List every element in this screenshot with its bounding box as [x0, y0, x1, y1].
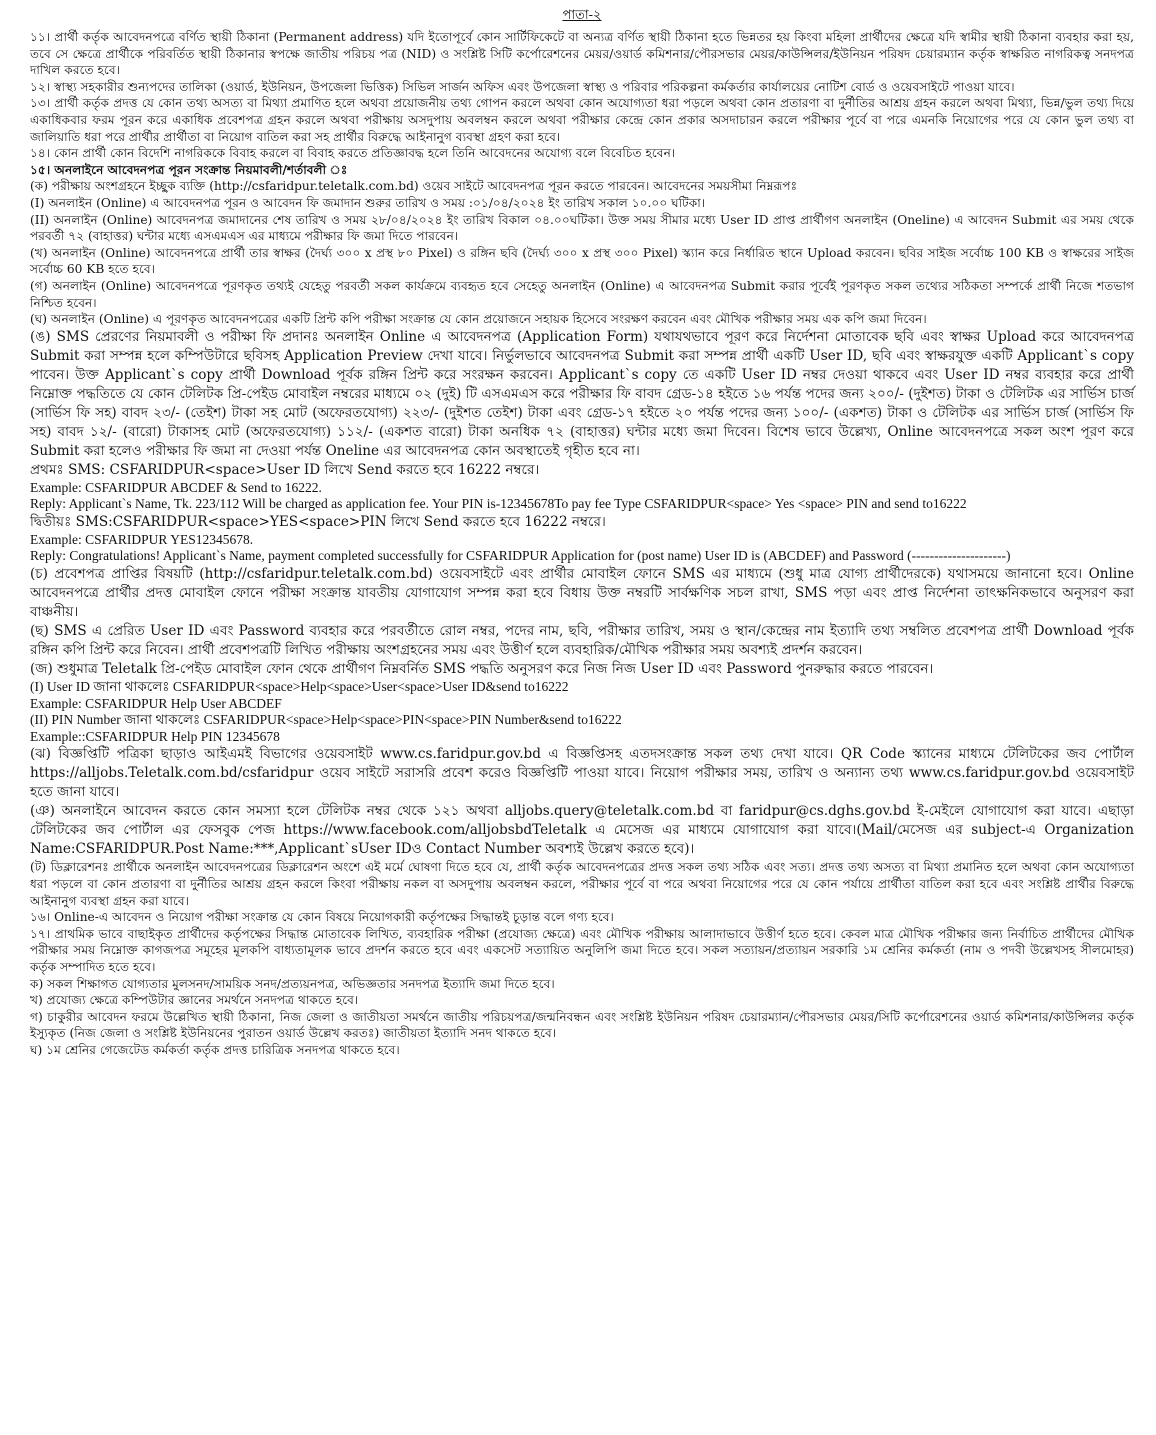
paragraph-line: Example: CSFARIDPUR Help User ABCDEF: [30, 695, 282, 711]
paragraph-line: (ছ) SMS এ প্রেরিত User ID এবং Password ব্যবহার করে পরবর্তীতে রোল নম্বর, পদের নাম, ছবি, পরীক্ষার তারিখ, সময় ও স্থান/কেন্দ্রের নাম ইত্যাদি তথ্য সম্বলিত প্রবেশপত্র প্রার্থী Download পূর্বক রঙ্গিন কপি প্রিন্ট করে নিবেন। প্রার্থী প্রবেশপত্রটি লিখিত পরীক্ষায় অংশগ্রহনের সময় এবং উত্তীর্ণ হলে ব্যবহারিক/মৌখিক পরীক্ষার সময় অবশ্যই প্রদর্শন করবেন।: [30, 623, 1134, 659]
document-body: [30, 29, 1134, 1059]
paragraph-line: ১৭। প্রাথমিক ভাবে বাছাইকৃত প্রার্থীদের কর্তৃপক্ষের সিদ্ধান্ত মোতাবেক লিখিত, ব্যবহারিক পরীক্ষা (প্রযোজ্য ক্ষেত্রে) এবং মৌখিক পরীক্ষায় আলাদাভাবে উত্তীর্ণ হতে হবে। কেবল মাত্র মৌখিক পরীক্ষার জন্য নির্বাচিত প্রার্থীদের মৌখিক পরীক্ষার সময় নিম্নোক্ত কাগজপত্র সমূহের মূলকপি বাধ্যতামূলক ভাবে প্রদর্শন করতে হবে এবং একসেট সত্যায়িত অনুলিপি জমা দিতে হবে। সকল সত্যায়ন/প্রত্যায়ন সরকারি ১ম শ্রেনির কর্মকর্তা (নাম ও পদবী উল্লেখসহ সীলমোহর) কর্তৃক সম্পাদিত হতে হবে।: [30, 926, 1134, 974]
paragraph-line: Reply: Congratulations! Applicant`s Name, payment completed successfully for CSFARIDPUR Application for (post name) User ID is (ABCDEF) and Password (---------------------): [30, 548, 1011, 564]
paragraph-line: ১৩। প্রার্থী কর্তৃক প্রদত্ত যে কোন তথ্য অসত্য বা মিথ্যা প্রমাণিত হলে অথবা প্রয়োজনীয় তথ্য গোপন করলে অথবা কোন অযোগ্যতা ধরা পড়লে অথবা কোন প্রতারণা বা দুর্নীতির আশ্রয় গ্রহন করলে অথবা মিথ্যা, ভিন্ন/ভুল তথ্য দিয়ে একাধিকবার ফরম পূরন করে একাধিক প্রবেশপত্র গ্রহন করলে অথবা পরীক্ষায় অসদুপায় অবলম্বন করলে অথবা পরীক্ষার কেন্দ্রে কোন প্রকার অসদাচারন করলে পরীক্ষার পূর্বে বা পরে এমনকি নিয়োগের পরে যে কোন ভুল তথ্য বা জালিয়াতি ধরা পরে প্রার্থীর প্রার্থীতা বা নিয়োগ বাতিল করা সহ প্রার্থীর বিরুদ্ধে আইনানুগ ব্যবস্থা গ্রহণ করা হবে।: [30, 96, 1134, 144]
paragraph-line: Example::CSFARIDPUR Help PIN 12345678: [30, 728, 280, 744]
page-number: পাতা-২: [562, 8, 602, 23]
paragraph-line: (I) অনলাইন (Online) এ আবেদনপত্র পূরন ও আবেদন ফি জমাদান শুরুর তারিখ ও সময় :০১/০৪/২০২৪ ইং তারিখ সকাল ১০.০০ ঘটিকা।: [30, 195, 706, 210]
paragraph-line: দ্বিতীয়ঃ SMS:CSFARIDPUR<space>YES<space>PIN লিখে Send করতে হবে 16222 নম্বরে।: [30, 513, 606, 530]
paragraph-line: (ঞ) অনলাইনে আবেদন করতে কোন সমস্যা হলে টেলিটক নম্বর থেকে ১২১ অথবা alljobs.query@teletalk.com.bd বা faridpur@cs.dghs.gov.bd ই-মেইলে যোগাযোগ করা যাবে। এছাড়া টেলিটকের জব পোর্টাল এর ফেসবুক পেজ https://www.facebook.com/alljobsbdTeletalk এ মেসেজ এর মাধ্যমে যোগাযোগ করা যাবে।(Mail/মেসেজ এর subject-এ Organization Name:CSFARIDPUR.Post Name:***,Applicant`sUser IDও Contact Number অবশ্যই উল্লেখ করতে হবে)।: [30, 803, 1134, 858]
paragraph-line: (I) User ID জানা থাকলেঃ CSFARIDPUR<space>Help<space>User<space>User ID&send to16222: [30, 679, 569, 695]
paragraph-line: (ক) পরীক্ষায় অংশগ্রহনে ইচ্ছুক ব্যক্তি (http://csfaridpur.teletalk.com.bd) ওয়েব সাইটে আবেদনপত্র পূরন করতে পারবেন। আবেদনের সময়সীমা নিম্নরূপঃ: [30, 179, 798, 194]
paragraph-line: ঘ) ১ম শ্রেনির গেজেটেড কর্মকর্তা কর্তৃক প্রদত্ত চারিত্রিক সনদপত্র থাকতে হবে।: [30, 1042, 400, 1057]
paragraph-line: Example: CSFARIDPUR ABCDEF & Send to 16222.: [30, 479, 322, 495]
paragraph-line: গ) চাকুরীর আবেদন ফরমে উল্লেখিত স্থায়ী ঠিকানা, নিজ জেলা ও জাতীয়তা সমর্থনে জাতীয় পরিচয়পত্র/জন্মনিবন্ধন এবং সংশ্লিষ্ট ইউনিয়ন পরিষদ চেয়ারম্যান/পৌরসভার মেয়র/সিটি কর্পোরেশনের ওয়ার্ড কমিশনার/কাউন্সিলর কর্তৃক ইস্যুকৃত (নিজ জেলা ও সংশ্লিষ্ট ইউনিয়নের পুরাতন ওয়ার্ড উল্লেখ করতঃ) জাতীয়তা ইত্যাদি সনদ থাকতে হবে।: [30, 1009, 1134, 1041]
paragraph-line: (জ) শুধুমাত্র Teletalk প্রি-পেইড মোবাইল ফোন থেকে প্রার্থীগণ নিম্নবর্নিত SMS পদ্ধতি অনুসরণ করে নিজ নিজ User ID এবং Password পুনরুদ্ধার করতে পারবেন।: [30, 661, 934, 678]
paragraph-line: ১৬। Online-এ আবেদন ও নিয়োগ পরীক্ষা সংক্রান্ত যে কোন বিষয়ে নিয়োগকারী কর্তৃপক্ষের সিদ্ধান্তই চূড়ান্ত বলে গণ্য হবে।: [30, 910, 614, 925]
paragraph-line: Example: CSFARIDPUR YES12345678.: [30, 531, 254, 547]
paragraph-line: ১১। প্রার্থী কর্তৃক আবেদনপত্রে বর্ণিত স্থায়ী ঠিকানা (Permanent address) যদি ইতোপূর্বে কোন সার্টিফিকেটে বা অন্যত্র বর্ণিত স্থায়ী ঠিকানা হতে ভিন্নতর হয় কিংবা মহিলা প্রার্থীদের ক্ষেত্রে যদি স্বামীর স্থায়ী ঠিকানা ব্যবহার করা হয়, তবে সে ক্ষেত্রে প্রার্থীকে পরিবর্তিত স্থায়ী ঠিকানার স্বপক্ষে জাতীয় পরিচয় পত্র (NID) ও সংশ্লিষ্ট সিটি কর্পোরেশনের মেয়র/ওয়ার্ড কমিশনার/পৌরসভার মেয়র/কাউন্সিলর/ইউনিয়ন পরিষদ চেয়ারম্যান কর্তৃক স্বাক্ষরিত নাগরিকত্ব সনদপত্র দাখিল করতে হবে।: [30, 30, 1134, 78]
paragraph-line: (ট) ডিক্লারেশনঃ প্রার্থীকে অনলাইন আবেদনপত্রের ডিক্লারেশন অংশে এই মর্মে ঘোষণা দিতে হবে যে, প্রার্থী কর্তৃক আবেদনপত্রের প্রদত্ত সকল তথ্য সঠিক এবং সত্য। প্রদত্ত তথ্য অসত্য বা মিথ্যা প্রমানিত হলে অথবা কোন অযোগ্যতা ধরা পড়লে বা কোন প্রতারণা বা দুর্নীতির আশ্রয় গ্রহন করলে কিংবা পরীক্ষায় নকল বা অসদুপায় অবলম্বন করলে, পরীক্ষার পূর্বে বা পরে অথবা নিয়োগের পরে যে কোন পর্যায়ে প্রার্থীতা বাতিল করা হবে এবং সংশ্লিষ্ট প্রার্থীর বিরুদ্ধে আইনানুগ ব্যবস্থা গ্রহন করা যাবে।: [30, 860, 1134, 908]
paragraph-line: প্রথমঃ SMS: CSFARIDPUR<space>User ID লিখে Send করতে হবে 16222 নম্বরে।: [30, 461, 540, 478]
paragraph-line: Reply: Applicant`s Name, Tk. 223/112 Will be charged as application fee. Your PIN is-12345678To pay fee Type CSFARIDPUR<space> Yes <space> PIN and send to16222: [30, 496, 967, 512]
paragraph-line: (II) অনলাইন (Online) আবেদনপত্র জমাদানের শেষ তারিখ ও সময় ২৮/০৪/২০২৪ ইং তারিখ বিকাল ০৪.০০ঘটিকা। উক্ত সময় সীমার মধ্যে User ID প্রাপ্ত প্রার্থীগণ অনলাইন (Oneline) এ আবেদন Submit এর সময় থেকে পরবর্তী ৭২ (বাহাত্তর) ঘন্টার মধ্যে এসএমএস এর মাধ্যমে পরীক্ষার ফি জমা দিতে পারবেন।: [30, 212, 1134, 244]
paragraph-line: খ) প্রযোজ্য ক্ষেত্রে কম্পিউটার জ্ঞানের সমর্থনে সনদপত্র থাকতে হবে।: [30, 993, 359, 1008]
paragraph-line: (ঝ) বিজ্ঞপ্তিটি পত্রিকা ছাড়াও আইএমই বিভাগের ওয়েবসাইট www.cs.faridpur.gov.bd এ বিজ্ঞপ্তিসহ এতদসংক্রান্ত সকল তথ্য দেখা যাবে। QR Code স্ক্যানের মাধ্যমে টেলিটকের জব পোর্টাল https://alljobs.Teletalk.com.bd/csfaridpur ওয়েব সাইটে সরাসরি প্রবেশ করেও বিজ্ঞপ্তিটি পাওয়া যাবে। নিয়োগ পরীক্ষার সময়, তারিখ ও অন্যান্য তথ্য www.cs.faridpur.gov.bd ওয়েবসাইট হতে জানা যাবে।: [30, 746, 1134, 801]
paragraph-line: ১৫। অনলাইনে আবেদনপত্র পূরন সংক্রান্ত নিয়মাবলী/শর্তাবলী ঃ: [30, 162, 348, 177]
paragraph-line: (II) PIN Number জানা থাকলেঃ CSFARIDPUR<space>Help<space>PIN<space>PIN Number&send to16222: [30, 712, 622, 728]
paragraph-line: ক) সকল শিক্ষাগত যোগ্যতার মুলসনদ/সাময়িক সনদ/প্রত্যয়নপত্র, অভিজ্ঞতার সনদপত্র ইত্যাদি জমা দিতে হবে।: [30, 976, 555, 991]
paragraph-line: (খ) অনলাইন (Online) আবেদনপত্রে প্রার্থী তার স্বাক্ষর (দৈর্ঘ্য ৩০০ x প্রস্থ ৮০ Pixel) ও রঙ্গিন ছবি (দৈর্ঘ্য ৩০০ x প্রস্থ ৩০০ Pixel) স্ক্যান করে নির্ধারিত স্থানে Upload করবেন। ছবির সাইজ সর্বোচ্চ 100 KB ও স্বাক্ষরের সাইজ সর্বোচ্চ 60 KB হতে হবে।: [30, 245, 1134, 277]
paragraph-line: ১৪। কোন প্রার্থী কোন বিদেশি নাগরিককে বিবাহ করলে বা বিবাহ করতে প্রতিজ্ঞাবদ্ধ হলে তিনি আবেদনের অযোগ্য বলে বিবেচিত হবেন।: [30, 146, 676, 161]
paragraph-line: (চ) প্রবেশপত্র প্রাপ্তির বিষয়টি (http://csfaridpur.teletalk.com.bd) ওয়েবসাইটে এবং প্রার্থীর মোবাইল ফোনে SMS এর মাধ্যমে (শুধু মাত্র যোগ্য প্রার্থীদেরকে) যথাসময়ে জানানো হবে। Online আবেদনপত্রে প্রার্থীর প্রদত্ত মোবাইল ফোনে পরীক্ষা সংক্রান্ত যাবতীয় যোগাযোগ সম্পন্ন করা হবে বিধায় উক্ত নম্বরটি সার্বক্ষণিক সচল রাখা, SMS পড়া এবং প্রাপ্ত নির্দেশনা তাৎক্ষনিকভাবে অনুসরণ করা বাঞ্চনীয়।: [30, 566, 1134, 621]
paragraph-line: (গ) অনলাইন (Online) আবেদনপত্রে পূরণকৃত তথ্যই যেহেতু পরবর্তী সকল কার্যক্রমে ব্যবহৃত হবে সেহেতু অনলাইন (Online) এ আবেদনপত্র Submit করার পূর্বেই পূরণকৃত সকল তথ্যের সঠিকতা সম্পর্কে প্রার্থী নিজে শতভাগ নিশ্চিত হবেন।: [30, 278, 1134, 310]
paragraph-line: ১২। স্বাস্থ্য সহকারীর শুন্যপদের তালিকা (ওয়ার্ড, ইউনিয়ন, উপজেলা ভিত্তিক) সিভিল সার্জন অফিস এবং উপজেলা স্বাস্থ্য ও পরিবার পরিকল্পনা কর্মকর্তার কার্যালয়ের নোটিশ বোর্ড ও ওয়েবসাইটে পাওয়া যাবে।: [30, 79, 1015, 94]
paragraph-line: (ঘ) অনলাইন (Online) এ পূরণকৃত আবেদনপত্রের একটি প্রিন্ট কপি পরীক্ষা সংক্রান্ত যে কোন প্রয়োজনে সহায়ক হিসেবে সংরক্ষণ করবেন এবং মৌখিক পরীক্ষার সময় এক কপি জমা দিবেন।: [30, 312, 927, 327]
paragraph-line: (ঙ) SMS প্রেরণের নিয়মাবলী ও পরীক্ষা ফি প্রদানঃ অনলাইন Online এ আবেদনপত্র (Application Form) যথাযথভাবে পূরণ করে নির্দেশনা মোতাবেক ছবি এবং স্বাক্ষর Upload করে আবেদনপত্র Submit করা সম্পন্ন হলে কম্পিউটারে ছবিসহ Application Preview দেখা যাবে। নির্ভুলভাবে আবেদনপত্র Submit করা সম্পন্ন প্রার্থী একটি User ID, ছবি এবং স্বাক্ষরযুক্ত একটি Applicant`s copy পাবেন। উক্ত Applicant`s copy প্রার্থী Download পূর্বক রঙ্গিন প্রিন্ট করে সংরক্ষন করবেন। Applicant`s copy তে একটি User ID নম্বর দেওয়া থাকবে এবং User ID নম্বর ব্যবহার করে প্রার্থী নিম্নোক্ত পদ্ধতিতে যে কোন টেলিটক প্রি-পেইড মোবাইল নম্বরের মাধ্যমে ০২ (দুই) টি এসএমএস করে পরীক্ষার ফি বাবদ গ্রেড-১৪ হইতে ১৬ পর্যন্ত পদের জন্য ২০০/- (দুইশত) টাকা ও টেলিটক এর সার্ভিস চার্জ (সার্ভিস ফি সহ) বাবদ ২৩/- (তেইশ) টাকা সহ মোট (অফেরতযোগ্য) ২২৩/- (দুইশত তেইশ) টাকা এবং গ্রেড-১৭ হইতে ২০ পর্যন্ত পদের জন্য ১০০/- (একশত) টাকা ও টেলিটক এর সার্ভিস চার্জ (সার্ভিস ফি সহ) বাবদ ১২/- (বারো) টাকাসহ মোট (অফেরতযোগ্য) ১১২/- (একশত বারো) টাকা অনধিক ৭২ (বাহাত্তর) ঘন্টার মধ্যে জমা দিবেন। বিশেষ ভাবে উল্লেখ্য, Online আবেদনপত্রে সকল অংশ পূরণ করে Submit করা হলেও পরীক্ষার ফি জমা না দেওয়া পর্যন্ত Oneline এর আবেদনপত্র কোন অবস্থাতেই গৃহীত হবে না।: [30, 328, 1134, 459]
